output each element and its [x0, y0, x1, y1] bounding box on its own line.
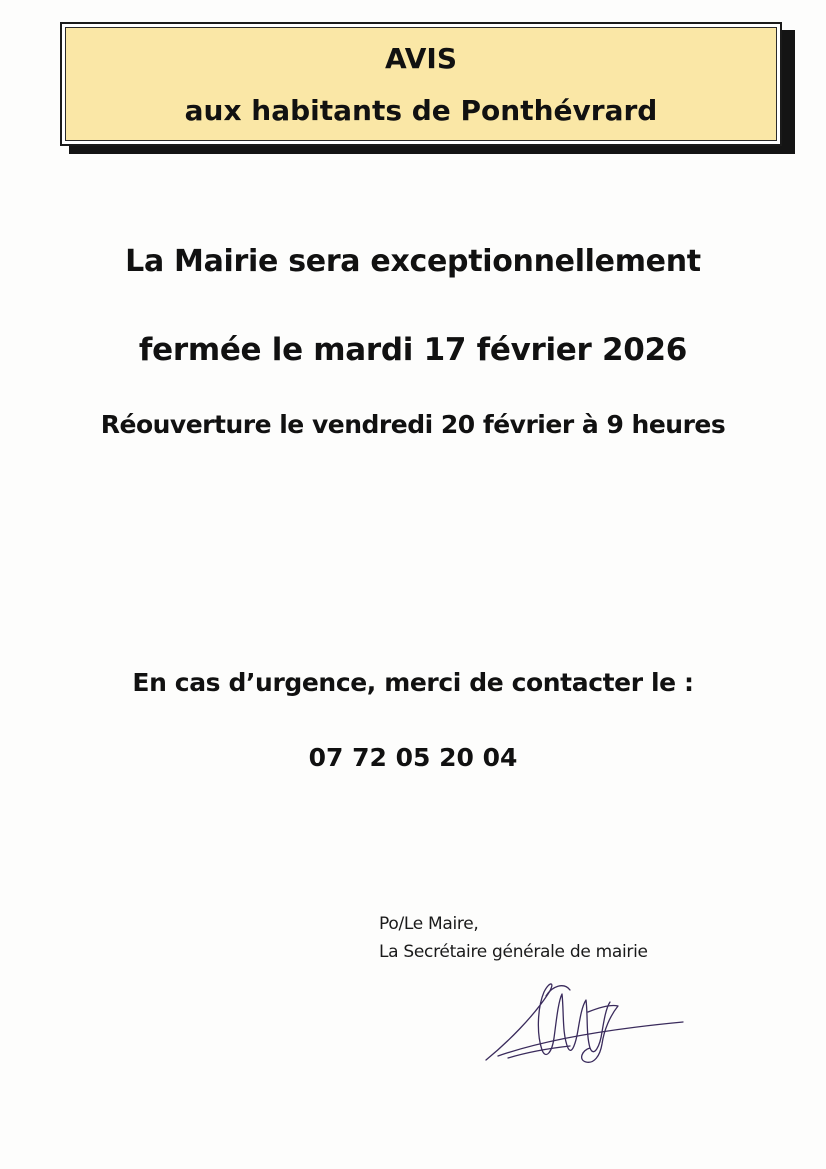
emergency-text: En cas d’urgence, merci de contacter le : [132, 668, 694, 697]
signatory-block [379, 910, 648, 966]
reopening-line: Réouverture le vendredi 20 février à 9 heures [100, 410, 726, 439]
signatory-line-1: Po/Le Maire, [379, 914, 479, 934]
closure-line-1: La Mairie sera exceptionnellement [125, 244, 701, 279]
closure-line-2: fermée le mardi 17 février 2026 [138, 332, 688, 368]
signatory-line-2: La Secrétaire générale de mairie [379, 942, 648, 962]
header-title: AVIS [384, 42, 458, 75]
header-inner [65, 27, 777, 141]
header-subtitle: aux habitants de Ponthévrard [184, 94, 658, 127]
header-box [60, 22, 782, 146]
emergency-phone: 07 72 05 20 04 [308, 743, 518, 772]
handwritten-signature-icon [478, 972, 688, 1072]
